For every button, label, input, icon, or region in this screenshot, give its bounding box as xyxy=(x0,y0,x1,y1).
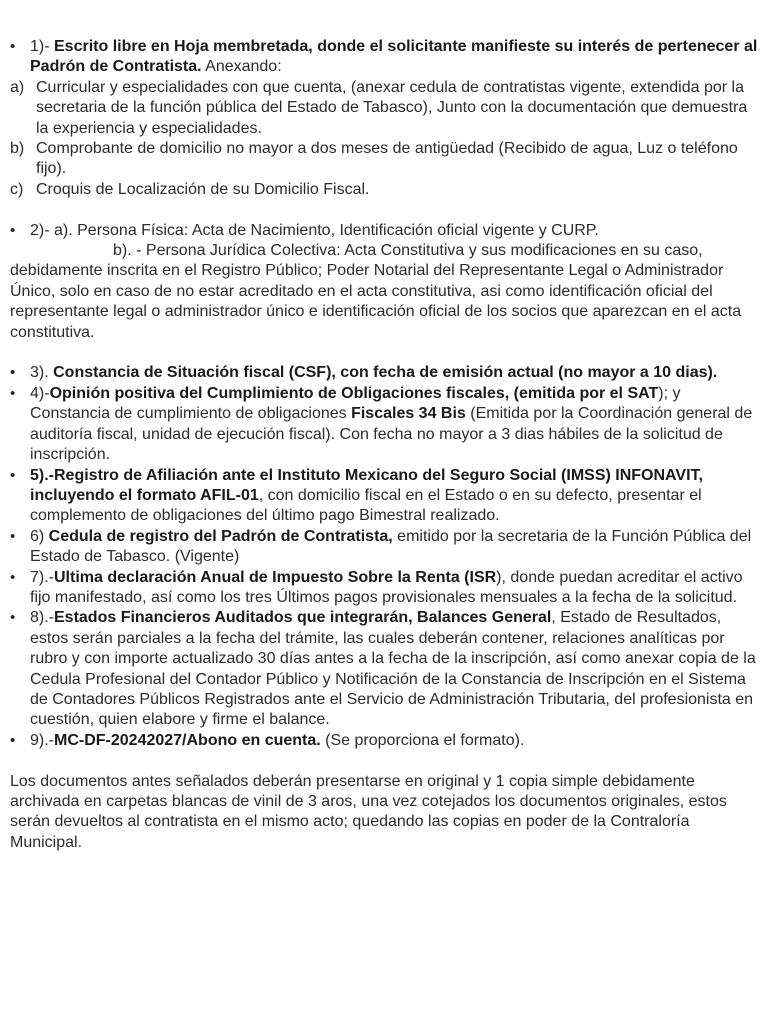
item-text: , con domicilio fiscal en el Estado o en su defecto, presentar el complemento de obligaciones del último pago Bimestral realizado. xyxy=(30,486,702,525)
sub-item-b xyxy=(10,139,758,180)
requirement-item-7 xyxy=(10,568,758,609)
spacer xyxy=(10,751,758,771)
requirement-item-1 xyxy=(10,37,758,78)
bullet: • xyxy=(10,221,16,239)
item-title: Cedula de registro del Padrón de Contratista, xyxy=(48,527,393,545)
item-title: Escrito libre en Hoja membretada, donde el solicitante manifieste su interés de pertenecer al Padrón de Contratista. xyxy=(30,38,758,76)
sub-item-letter: a) xyxy=(10,78,25,96)
sub-item-letter: b) xyxy=(10,140,25,158)
item-text: ), donde puedan acreditar el activo fijo manifestado, así como los tres Últimos pagos provisionales mensuales a la fecha de la solicitud. xyxy=(30,568,743,606)
requirement-item-5 xyxy=(10,466,758,527)
bullet: • xyxy=(10,527,16,545)
sub-item-letter: c) xyxy=(10,180,24,198)
item-text: 2)- a). Persona Física: Acta de Nacimiento, Identificación oficial vigente y CURP. xyxy=(30,221,599,239)
item-text-2: (Emitida por la Coordinación general de auditoría fiscal, unidad de ejecución fiscal). Con fecha no mayor a 3 dias hábiles de la solicitud de inscripción. xyxy=(30,405,753,464)
sub-item-text: Comprobante de domicilio no mayor a dos meses de antigüedad (Recibido de agua, Luz o teléfono fijo). xyxy=(36,140,738,178)
item-title: 5).-Registro de Afiliación ante el Instituto Mexicano del Seguro Social (IMSS) INFONAVIT, incluyendo el formato AFIL-01 xyxy=(30,466,703,504)
item-title: Constancia de Situación fiscal (CSF), con fecha de emisión actual (no mayor a 10 dias). xyxy=(53,364,718,382)
spacer xyxy=(10,200,758,220)
bullet: • xyxy=(10,609,16,627)
item-number: 7).- xyxy=(30,568,54,586)
requirement-item-4 xyxy=(10,384,758,466)
item-title: MC-DF-20242027/Abono en cuenta. xyxy=(54,731,321,749)
item-number: 8).- xyxy=(30,609,54,627)
bullet: • xyxy=(10,364,16,382)
spacer xyxy=(10,343,758,363)
sub-item-text: Croquis de Localización de su Domicilio Fiscal. xyxy=(36,180,370,198)
item-text: ); y Constancia de cumplimiento de obligaciones xyxy=(30,384,681,423)
bullet: • xyxy=(10,568,16,586)
sub-item-c xyxy=(10,180,758,200)
requirement-item-2 xyxy=(10,221,758,241)
item-text: Anexando: xyxy=(201,58,282,76)
sub-item-text: Curricular y especialidades con que cuenta, (anexar cedula de contratistas vigente, extendida por la secretaria de la función pública del Estado de Tabasco), Junto con la documentación que demuestra la experiencia y especialidades. xyxy=(36,78,748,137)
bullet: • xyxy=(10,384,16,402)
requirement-item-8 xyxy=(10,608,758,730)
item-number: 4)- xyxy=(30,384,50,402)
sub-item-a xyxy=(10,78,758,139)
item-number: 6) xyxy=(30,527,49,545)
requirement-item-9 xyxy=(10,731,758,751)
requirement-item-3 xyxy=(10,363,758,383)
item-title: Opinión positiva del Cumplimiento de Obligaciones fiscales, (emitida por el SAT xyxy=(49,384,659,402)
requirements-document xyxy=(10,37,758,853)
closing-paragraph: Los documentos antes señalados deberán presentarse en original y 1 copia simple debidamente archivada en carpetas blancas de vinil de 3 aros, una vez cotejados los documentos originales, estos serán devueltos al contratista en el mismo acto; quedando las copias en poder de la Contraloría Municipal. xyxy=(10,772,727,851)
item-text: (Se proporciona el formato). xyxy=(320,731,525,749)
item-title: Estados Financieros Auditados que integrarán, Balances General xyxy=(54,609,552,627)
item-title-2: Fiscales 34 Bis xyxy=(351,405,466,423)
item-text: , Estado de Resultados, estos serán parciales a la fecha del trámite, las cuales deberán contener, relaciones analíticas por rubro y con importe actualizado 30 días antes a la fecha de la inscripción, así como anexar copia de la Cedula Profesional del Contador Público y Notificación de la Constancia de Inscripción en el Sistema de Contadores Públicos Registrados ante el Servicio de Administración Tributaria, del profesionista en cuestión, quien elabore y firme el balance. xyxy=(30,609,756,729)
item-number: 9).- xyxy=(30,731,54,749)
item-2-b-first-line: b). - Persona Jurídica Colectiva: Acta Constitutiva y sus modificaciones en su caso, xyxy=(113,242,703,260)
item-number: 1)- xyxy=(30,38,54,55)
item-title: Ultima declaración Anual de Impuesto Sobre la Renta (ISR xyxy=(54,568,497,586)
item-number: 3). xyxy=(30,364,54,382)
item-text: emitido por la secretaria de la Función Pública del Estado de Tabasco. (Vigente) xyxy=(30,527,752,566)
item-2-b-text: debidamente inscrita en el Registro Público; Poder Notarial del Representante Legal o Administrador Único, solo en caso de no estar acreditado en el acta constitutiva, asi como identificación oficial del representante legal o administrador único e identificación oficial de los socios que aparezcan en el acta constitutiva. xyxy=(10,262,742,341)
bullet: • xyxy=(10,731,16,749)
requirement-item-6 xyxy=(10,527,758,568)
bullet: • xyxy=(10,38,16,55)
bullet: • xyxy=(10,466,16,484)
